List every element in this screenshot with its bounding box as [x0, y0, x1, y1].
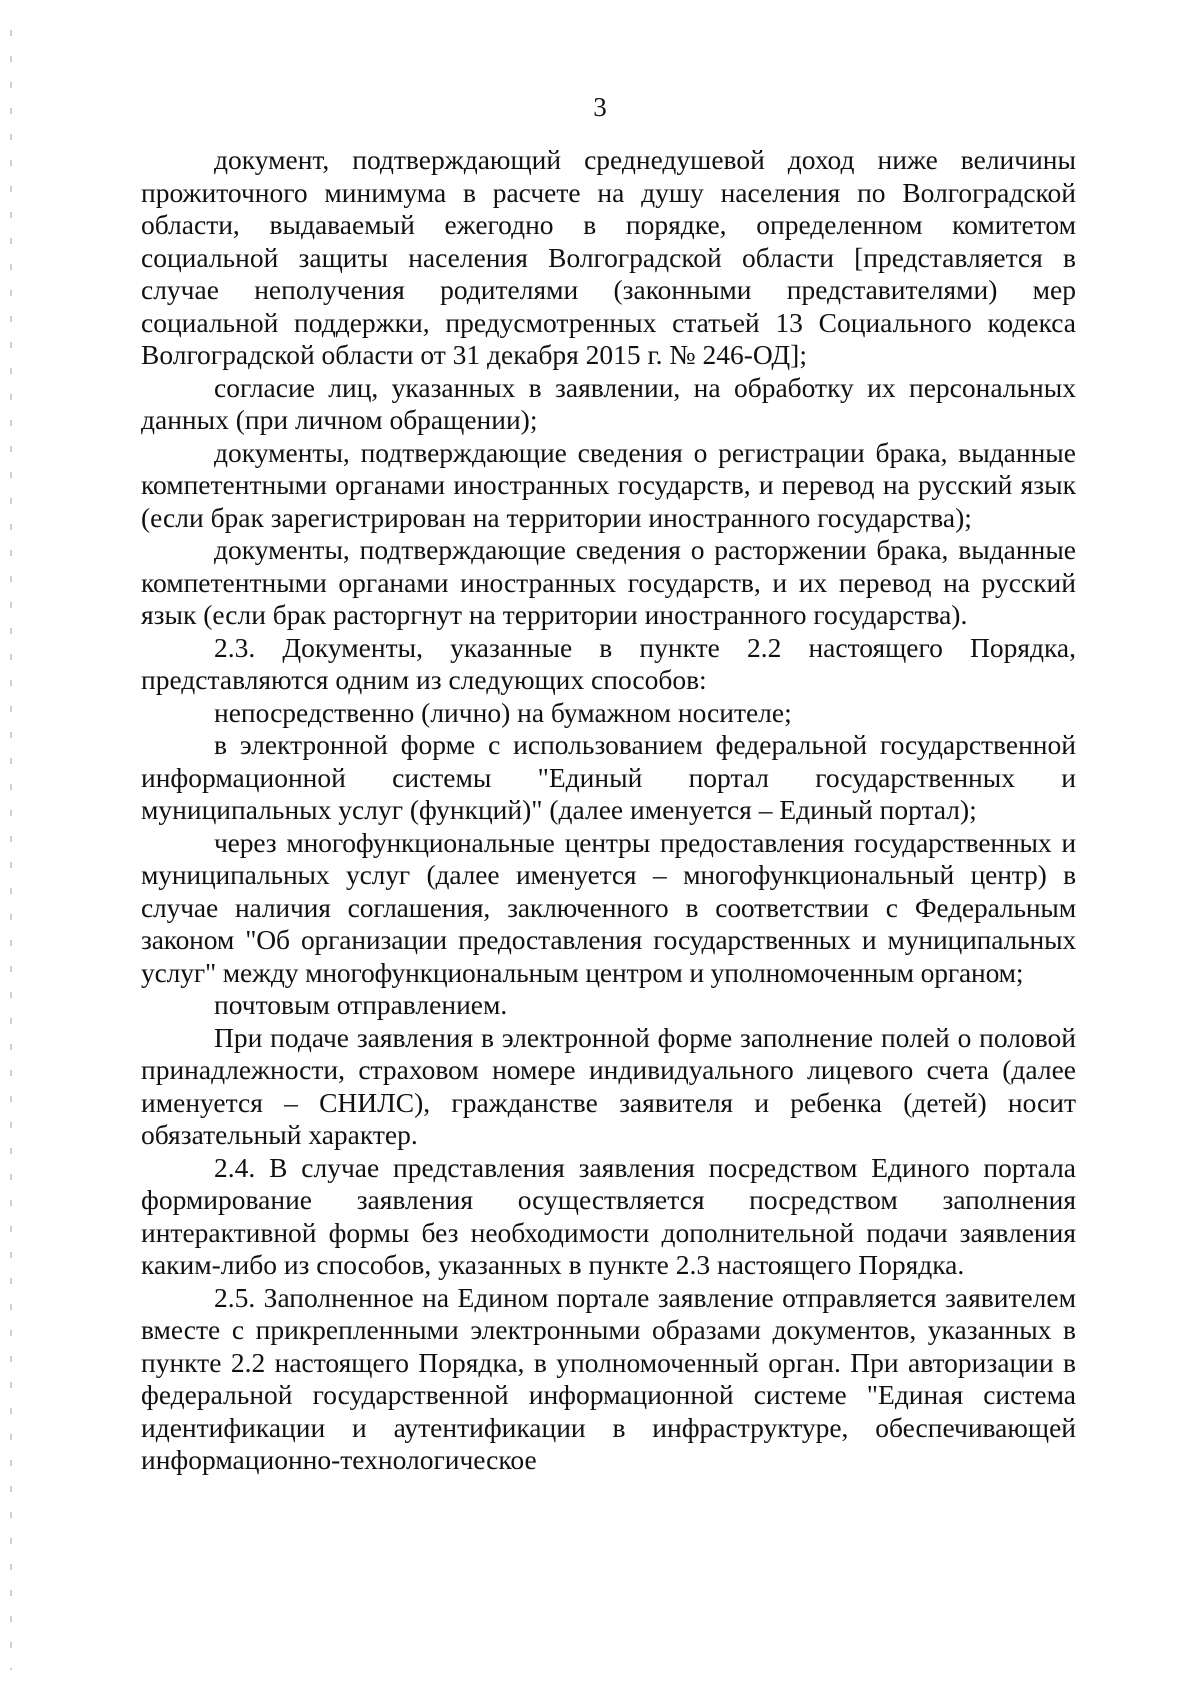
- paragraph-electronic-form: в электронной форме с использованием федеральной государственной информационной системы "Единый портал государственных и муниципальных услуг (функций)" (далее именуется – Единый портал);: [141, 729, 1076, 825]
- paragraph-postal: почтовым отправлением.: [214, 989, 508, 1020]
- paragraph-marriage-dissolution: документы, подтверждающие сведения о расторжении брака, выданные компетентными органами иностранных государств, и их перевод на русский язык (если брак расторгнут на территории иностранного государства).: [141, 534, 1076, 630]
- paragraph-2-5-portal-submission: 2.5. Заполненное на Едином портале заявление отправляется заявителем вместе с прикрепленными электронными образами документов, указанных в пункте 2.2 настоящего Порядка, в уполномоченный орган. При авторизации в федеральной государственной информационной системе "Единая система идентификации и аутентификации в инфраструктуре, обеспечивающей информационно-технологическое: [141, 1281, 1076, 1475]
- paragraph-income-document: документ, подтверждающий среднедушевой доход ниже величины прожиточного минимума в расчете на душу населения по Волгоградской области, выдаваемый ежегодно в порядке, определенном комитетом социальной защиты населения Волгоградской области [представляется в случае неполучения родителями (законными представителями) мер социальной поддержки, предусмотренных статьей 13 Социального кодекса Волгоградской области от 31 декабря 2015 г. № 246-ОД];: [141, 144, 1076, 370]
- paragraph-2-3-submission-methods: 2.3. Документы, указанные в пункте 2.2 настоящего Порядка, представляются одним из следующих способов:: [141, 631, 1076, 695]
- page-number: 3: [593, 92, 607, 122]
- paragraph-2-4-portal-application: 2.4. В случае представления заявления посредством Единого портала формирование заявления осуществляется посредством заполнения интерактивной формы без необходимости дополнительной подачи заявления каким-либо из способов, указанных в пункте 2.3 настоящего Порядка.: [141, 1151, 1076, 1280]
- scan-edge-mark: [10, 30, 12, 1670]
- paragraph-marriage-registration: документы, подтверждающие сведения о регистрации брака, выданные компетентными органами иностранных государств, и перевод на русский язык (если брак зарегистрирован на территории иностранного государства);: [141, 436, 1076, 533]
- paragraph-multifunctional-centers: через многофункциональные центры предоставления государственных и муниципальных услуг (далее именуется – многофункциональный центр) в случае наличия соглашения, заключенного в соответствии с Федеральным законом "Об организации предоставления государственных и муниципальных услуг" между многофункциональным центром и уполномоченным органом;: [141, 826, 1076, 988]
- paragraph-electronic-required-fields: При подаче заявления в электронной форме заполнение полей о половой принадлежности, страховом номере индивидуального лицевого счета (далее именуется – СНИЛС), гражданстве заявителя и ребенка (детей) носит обязательный характер.: [141, 1021, 1076, 1150]
- paragraph-in-person: непосредственно (лично) на бумажном носителе;: [214, 696, 792, 728]
- paragraph-personal-data-consent: согласие лиц, указанных в заявлении, на обработку их персональных данных (при личном обращении);: [141, 371, 1076, 435]
- document-body: [141, 144, 1076, 1477]
